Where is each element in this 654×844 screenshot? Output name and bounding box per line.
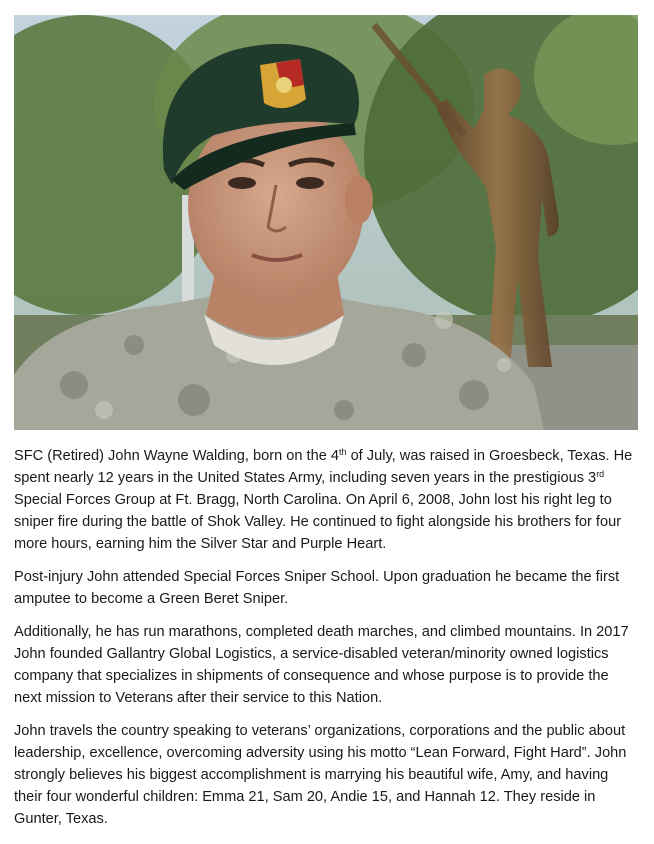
bio-paragraph-1: SFC (Retired) John Wayne Walding, born on the 4th of July, was raised in Groesbeck, Texas. He spent nearly 12 years in the United States Army, including seven years in the prestigious 3rd Special Forces Group at Ft. Bragg, North Carolina. On April 6, 2008, John lost his right leg to sniper fire during the battle of Shok Valley. He continued to fight alongside his brothers for four more hours, earning him the Silver Star and Purple Heart. [14,447,633,552]
portrait-illustration [14,15,638,430]
bio-paragraph-3: Additionally, he has run marathons, completed death marches, and climbed mountains. In 2017 John founded Gallantry Global Logistics, a service-disabled veteran/minority owned logistics company that specializes in shipments of consequence and whose purpose is to provide the next mission to Veterans after their service to this Nation. [14,624,629,706]
biography-text [14,445,640,841]
portrait-photo [14,15,638,430]
bio-paragraph-2: Post-injury John attended Special Forces Sniper School. Upon graduation he became the first amputee to become a Green Beret Sniper. [14,569,620,607]
bio-paragraph-4: John travels the country speaking to veterans’ organizations, corporations and the public about leadership, excellence, overcoming adversity using his motto “Lean Forward, Fight Hard”. John strongly believes his biggest accomplishment is marrying his beautiful wife, Amy, and having their four wonderful children: Emma 21, Sam 20, Andie 15, and Hannah 12. They reside in Gunter, Texas. [14,723,627,827]
